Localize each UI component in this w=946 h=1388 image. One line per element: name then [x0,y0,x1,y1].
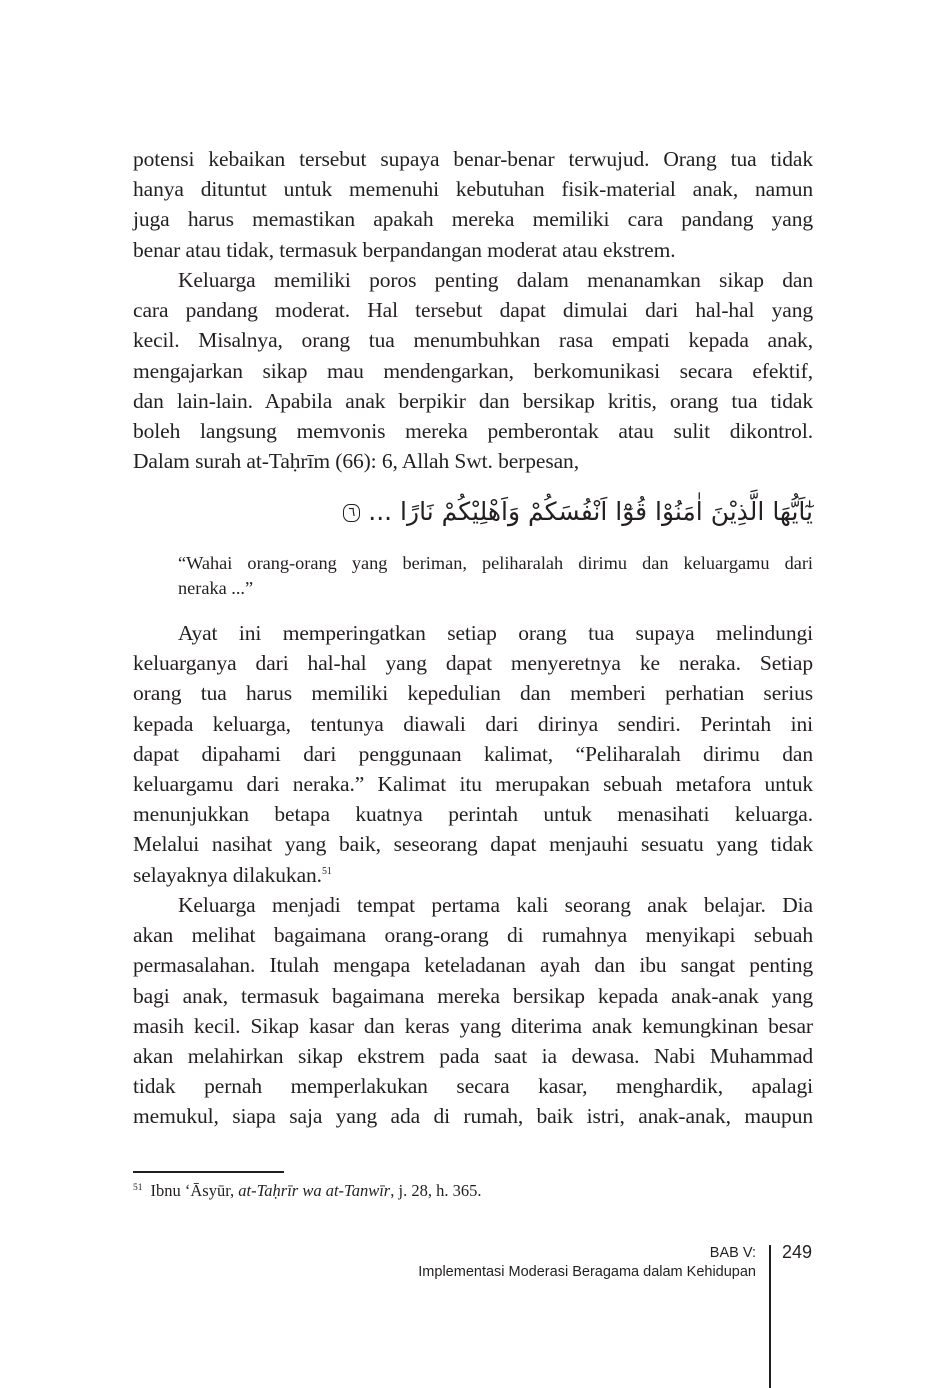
chapter-label: BAB V: [709,1245,756,1261]
footnote-number: 51 [133,1182,143,1193]
text-line: potensi kebaikan tersebut supaya benar-benar terwujud. Orang tua tidak [133,147,813,171]
text-line: memukul, siapa saja yang ada di rumah, baik istri, anak-anak, maupun [133,1104,813,1129]
text-line: Ayat ini memperingatkan setiap orang tua supaya melindungi [178,621,813,645]
text-line: hanya dituntut untuk memenuhi kebutuhan fisik-material anak, namun [133,177,813,202]
text-line [133,860,813,890]
verse-arabic-text: يٰٓاَيُّهَا الَّذِيْنَ اٰمَنُوْا قُوْٓا اَنْفُسَكُمْ وَاَهْلِيْكُمْ نَارًا ... [368,497,813,526]
footer-vertical-rule [769,1245,771,1388]
text-line: dapat dipahami dari penggunaan kalimat, “Peliharalah dirimu dan [133,741,813,766]
text-line: keluarganya dari hal-hal yang dapat menyeretnya ke neraka. Setiap [133,651,813,676]
text-line: masih kecil. Sikap kasar dan keras yang diterima anak kemungkinan besar [133,1013,813,1038]
text-line: tidak pernah memperlakukan secara kasar, menghardik, apalagi [133,1074,813,1099]
text-line: Keluarga menjadi tempat pertama kali seorang anak belajar. Dia [178,893,813,917]
translation-line: “Wahai orang-orang yang beriman, peliharalah dirimu dan keluargamu dari [178,553,813,573]
paragraph-3 [133,618,813,890]
footnote-citation: , j. 28, h. 365. [390,1181,482,1200]
paragraph-1 [133,144,813,265]
paragraph-4 [133,890,813,1132]
translation-line: neraka ...” [178,578,254,598]
text-line: akan melahirkan sikap ekstrem pada saat ia dewasa. Nabi Muhammad [133,1043,813,1068]
text-line: Dalam surah at-Taḥrīm (66): 6, Allah Swt. berpesan, [133,449,579,474]
paragraph-2 [133,265,813,476]
text-line: boleh langsung memvonis mereka pemberontak atau sulit dikontrol. [133,418,813,443]
quran-verse [337,497,813,526]
footnote-author: Ibnu ‘Āsyūr, [150,1181,239,1200]
text-line: keluargamu dari neraka.” Kalimat itu merupakan sebuah metafora untuk [133,771,813,796]
text-line: juga harus memastikan apakah mereka memiliki cara pandang yang [133,207,813,232]
text-line: kecil. Misalnya, orang tua menumbuhkan rasa empati kepada anak, [133,328,813,353]
text-line-content: selayaknya dilakukan. [133,862,322,887]
page-number: 249 [782,1242,813,1262]
verse-translation [178,551,813,601]
text-line: bagi anak, termasuk bagaimana mereka bersikap kepada anak-anak yang [133,983,813,1008]
running-footer [418,1244,756,1282]
text-line: benar atau tidak, termasuk berpandangan moderat atau ekstrem. [133,237,676,262]
footnote-book-title: at-Taḥrīr wa at-Tanwīr [238,1181,391,1200]
text-line: cara pandang moderat. Hal tersebut dapat dimulai dari hal-hal yang [133,298,813,323]
text-line: dan lain-lain. Apabila anak berpikir dan bersikap kritis, orang tua tidak [133,388,813,413]
footnote-reference[interactable]: 51 [321,865,332,877]
text-line: Melalui nasihat yang baik, seseorang dapat menjauhi sesuatu yang tidak [133,832,813,857]
text-line: kepada keluarga, tentunya diawali dari dirinya sendiri. Perintah ini [133,711,813,736]
footnote [133,1180,481,1202]
ayah-number-icon: ٦ [343,504,360,522]
chapter-title: Implementasi Moderasi Beragama dalam Kehidupan [418,1264,756,1280]
text-line: akan melihat bagaimana orang-orang di rumahnya menyikapi sebuah [133,923,813,948]
text-line: permasalahan. Itulah mengapa keteladanan ayah dan ibu sangat penting [133,953,813,978]
text-line: menunjukkan betapa kuatnya perintah untuk menasihati keluarga. [133,802,813,827]
footnote-divider [133,1171,284,1173]
text-line: mengajarkan sikap mau mendengarkan, berkomunikasi secara efektif, [133,358,813,383]
text-line: orang tua harus memiliki kepedulian dan memberi perhatian serius [133,681,813,706]
text-line: Keluarga memiliki poros penting dalam menanamkan sikap dan [178,268,813,292]
